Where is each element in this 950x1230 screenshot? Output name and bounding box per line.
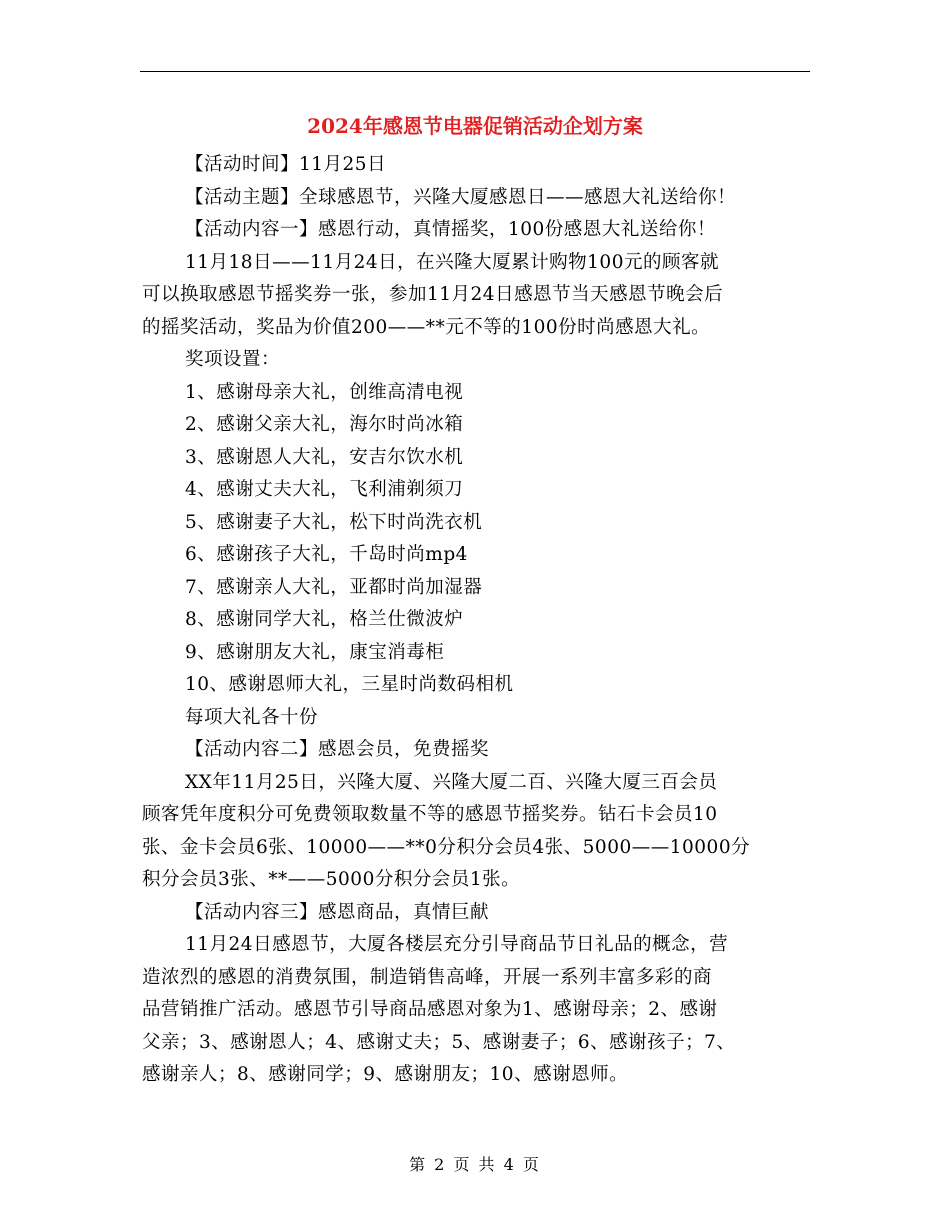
text-line: 奖项设置： xyxy=(185,349,281,370)
text-line: 11月18日——11月24日，在兴隆大厦累计购物100元的顾客就 xyxy=(185,252,719,273)
text-line: 【活动时间】11月25日 xyxy=(185,154,387,175)
text-line: 的摇奖活动，奖品为价值200——**元不等的100份时尚感恩大礼。 xyxy=(142,317,711,338)
text-line: 品营销推广活动。感恩节引导商品感恩对象为1、感谢母亲；2、感谢 xyxy=(142,999,718,1020)
text-line: 每项大礼各十份 xyxy=(185,707,319,728)
text-line: 张、金卡会员6张、10000——**0分积分会员4张、5000——10000分 xyxy=(142,837,751,858)
text-line: 顾客凭年度积分可免费领取数量不等的感恩节摇奖券。钻石卡会员10 xyxy=(142,804,718,825)
list-item: 10、感谢恩师大礼，三星时尚数码相机 xyxy=(185,674,514,695)
list-item: 2、感谢父亲大礼，海尔时尚冰箱 xyxy=(185,414,464,435)
list-item: 4、感谢丈夫大礼，飞利浦剃须刀 xyxy=(185,479,464,500)
text-line: 【活动主题】全球感恩节，兴隆大厦感恩日——感恩大礼送给你！ xyxy=(185,187,737,208)
list-item: 1、感谢母亲大礼，创维高清电视 xyxy=(185,382,464,403)
document-title: 2024年感恩节电器促销活动企划方案 xyxy=(307,114,643,138)
text-line: 【活动内容三】感恩商品，真情巨献 xyxy=(185,902,490,923)
list-item: 6、感谢孩子大礼，千岛时尚mp4 xyxy=(185,544,468,565)
text-line: 积分会员3张、**——5000分积分会员1张。 xyxy=(142,869,521,890)
list-item: 3、感谢恩人大礼，安吉尔饮水机 xyxy=(185,447,464,468)
header-rule xyxy=(140,71,810,72)
text-line: 可以换取感恩节摇奖券一张，参加11月24日感恩节当天感恩节晚会后 xyxy=(142,284,724,305)
list-item: 7、感谢亲人大礼，亚都时尚加湿器 xyxy=(185,577,483,598)
list-item: 9、感谢朋友大礼，康宝消毒柜 xyxy=(185,642,445,663)
page-footer: 第 2 页 共 4 页 xyxy=(409,1155,541,1174)
text-line: 父亲；3、感谢恩人；4、感谢丈夫；5、感谢妻子；6、感谢孩子；7、 xyxy=(142,1032,736,1053)
list-item: 5、感谢妻子大礼，松下时尚洗衣机 xyxy=(185,512,483,533)
text-line: XX年11月25日，兴隆大厦、兴隆大厦二百、兴隆大厦三百会员 xyxy=(185,772,718,793)
list-item: 8、感谢同学大礼，格兰仕微波炉 xyxy=(185,609,464,630)
text-line: 【活动内容二】感恩会员，免费摇奖 xyxy=(185,739,490,760)
text-line: 【活动内容一】感恩行动，真情摇奖，100份感恩大礼送给你！ xyxy=(185,219,716,240)
text-line: 感谢亲人；8、感谢同学；9、感谢朋友；10、感谢恩师。 xyxy=(142,1064,629,1085)
text-line: 11月24日感恩节，大厦各楼层充分引导商品节日礼品的概念，营 xyxy=(185,934,729,955)
text-line: 造浓烈的感恩的消费氛围，制造销售高峰，开展一系列丰富多彩的商 xyxy=(142,967,713,988)
